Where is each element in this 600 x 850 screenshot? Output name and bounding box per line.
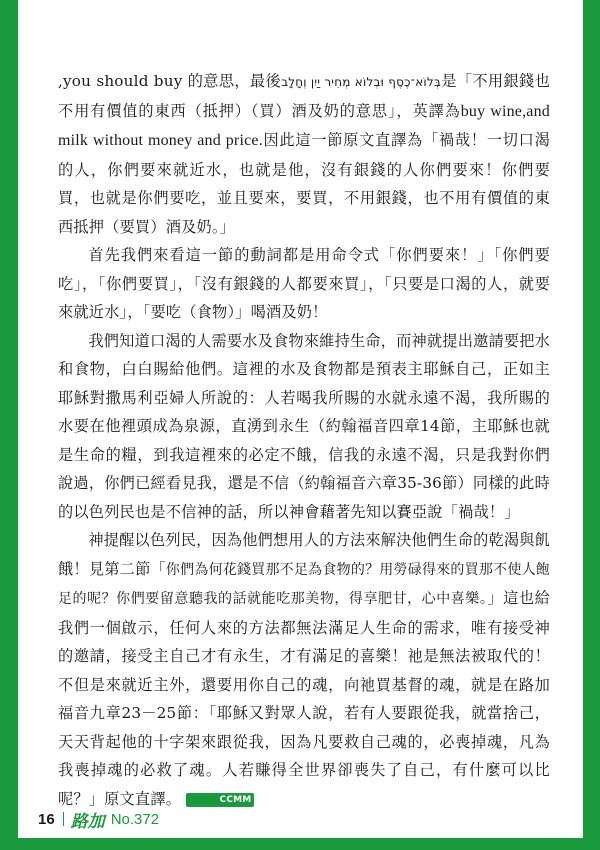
article-body — [58, 67, 550, 813]
paragraph-2: 首先我們來看這一節的動詞都是用命令式「你們要來！」「你們要吃」，「你們要買」，「沒有銀錢的人都要來買」，「只要是口渴的人，就要來就近水」，「要吃（食物）」喝酒及奶！ — [58, 246, 550, 321]
p1-post-2: 因此這一節原文直譯為「禍哉！一切口渴的人，你們要來就近水，也就是他，沒有銀錢的人你們要來！你們要買，也就是你們要吃，並且要來，要買，不用銀錢，也不用有價值的東西抵押（要買）酒及奶。」 — [58, 131, 550, 236]
scripture-quote: 你們為何花錢買那不足為食物的？用勞碌得來的買那不使人飽足的呢？你們要留意聽我的話就能吃那美物，得享肥甘，心中喜樂。 — [58, 561, 550, 607]
p1-post-1: 是「不用銀錢也不用有價值的東西（抵押）（買）酒及奶的意思」，英譯為 — [58, 72, 550, 120]
p4-pre: 神提醒以色列民，因為他們想用人的方法來解決他們生命的乾渴與飢餓！見第二節「 — [58, 531, 551, 578]
english-translation: buy wine,and milk without money and price. — [58, 102, 551, 149]
issue-number: No.372 — [110, 810, 160, 828]
page — [18, 0, 583, 838]
page-footer — [38, 808, 159, 830]
paragraph-4 — [58, 526, 550, 813]
p4-post: 」這也給我們一個啟示，任何人來的方法都無法滿足人生命的需求，唯有接受神的邀請，接受主自己才有永生，才有滿足的喜樂！祂是無法被取代的！不但是來就近主外，還要用你自己的魂，向祂買基督的魂，就是在路加福音九章23－25節：「耶穌又對眾人說，若有人要跟從我，就當捨己，天天背起他的十字架來跟從我，因為凡要救自己魂的，必喪掉魂，凡為我喪掉魂的必救了魂。人若賺得全世界卻喪失了自己，有什麼可以比呢？」原文直譯。 — [58, 589, 550, 808]
p1-pre: ,you should buy 的意思，最後 — [58, 72, 282, 90]
paragraph-3: 我們知道口渴的人需要水及食物來維持生命，而神就提出邀請要把水和食物，白白賜給他們。這裡的水及食物都是預表主耶穌自己，正如主耶穌對撒馬利亞婦人所說的：人若喝我所賜的水就永遠不渴，我所賜的水要在他裡頭成為泉源，直湧到永生（約翰福音四章14節，主耶穌也就是生命的糧，到我這裡來的必定不餓，信我的永遠不渴，只是我對你們說過，你們已經看見我，還是不信（約翰福音六章35-36節）同樣的此時的以色列民也是不信神的話，所以神會藉著先知以賽亞說「禍哉！」 — [58, 331, 551, 521]
paragraph-1 — [58, 67, 550, 241]
magazine-logo: 路加 — [70, 811, 105, 832]
footer-divider — [63, 812, 64, 826]
ccmm-badge: CCMM — [186, 793, 254, 807]
hebrew-phrase: בְּלוֹא־כֶסֶף וּבְלוֹא מְחִיר יַיִן וְחָלָב — [281, 75, 442, 89]
page-number: 16 — [38, 810, 55, 828]
